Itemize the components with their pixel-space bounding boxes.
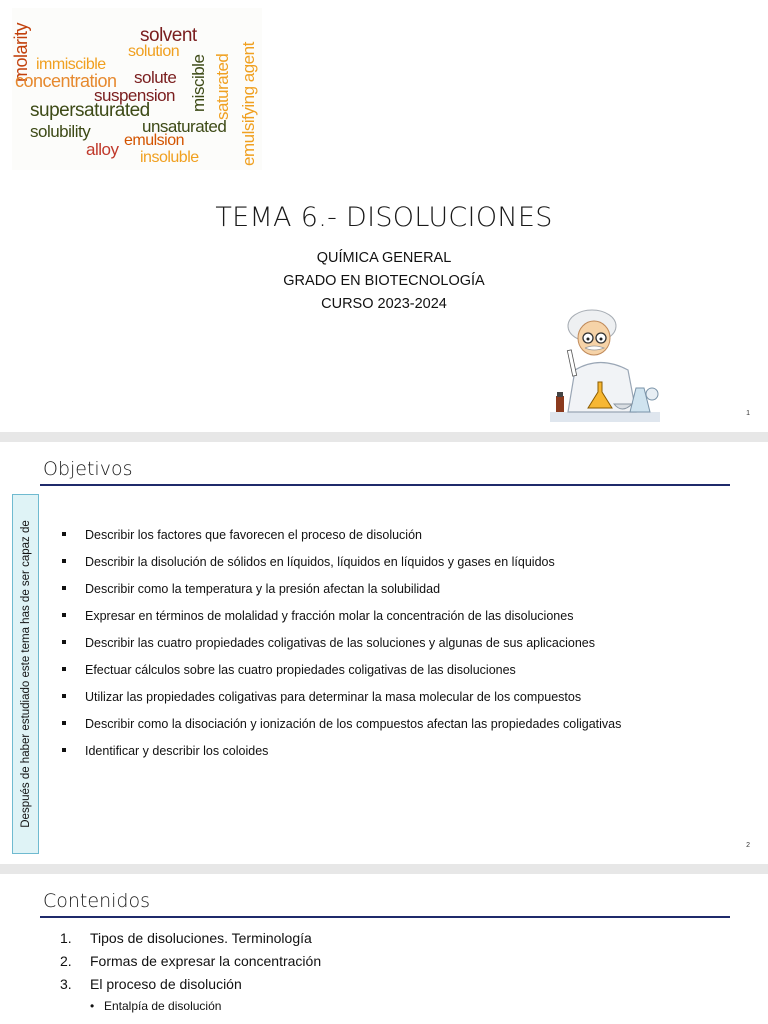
- page-number: 2: [746, 842, 750, 849]
- list-item: Expresar en términos de molalidad y fracción molar la concentración de las disoluciones: [62, 609, 621, 636]
- bullet-square-icon: [62, 532, 66, 536]
- subtitle-degree: GRADO EN BIOTECNOLOGÍA: [283, 273, 485, 289]
- contents-list: [60, 930, 321, 1015]
- word-cloud: [12, 8, 262, 170]
- bullet-square-icon: [62, 559, 66, 563]
- list-item: 1. Tipos de disoluciones. Terminología: [60, 930, 312, 946]
- heading-rule: [40, 484, 730, 486]
- slide-2: [0, 442, 768, 864]
- word-cloud-word: supersaturated: [30, 100, 150, 121]
- list-item: Identificar y describir los coloides: [62, 744, 621, 771]
- list-item: Efectuar cálculos sobre las cuatro propiedades coligativas de las disoluciones: [62, 663, 621, 690]
- word-cloud-word: molarity: [11, 22, 31, 82]
- subtitle-course: QUÍMICA GENERAL: [316, 250, 452, 266]
- word-cloud-word: unsaturated: [142, 117, 227, 136]
- word-cloud-word: concentration: [15, 71, 117, 91]
- heading-rule: [40, 916, 730, 918]
- bullet-square-icon: [62, 748, 66, 752]
- word-cloud-word: saturated: [213, 53, 232, 120]
- list-item: Describir como la temperatura y la presión afectan la solubilidad: [62, 582, 621, 609]
- bullet-square-icon: [62, 667, 66, 671]
- section-heading: Contenidos: [43, 890, 150, 912]
- bullet-square-icon: [62, 586, 66, 590]
- slide-separator: [0, 864, 768, 874]
- slide-1: [0, 0, 768, 432]
- list-item: Describir las cuatro propiedades coligativas de las soluciones y algunas de sus aplicaciones: [62, 636, 621, 663]
- word-cloud-word: immiscible: [36, 56, 106, 73]
- objectives-list: [62, 528, 621, 771]
- word-cloud-word: miscible: [189, 54, 208, 112]
- bullet-square-icon: [62, 613, 66, 617]
- list-item: Describir los factores que favorecen el proceso de disolución: [62, 528, 621, 555]
- slide-separator: [0, 432, 768, 442]
- section-heading: Objetivos: [43, 458, 133, 480]
- word-cloud-word: solvent: [140, 25, 197, 46]
- bullet-square-icon: [62, 721, 66, 725]
- list-item: Describir como la disociación y ionización de los compuestos afectan las propiedades coligativas: [62, 717, 621, 744]
- bullet-square-icon: [62, 694, 66, 698]
- list-item: 3. El proceso de disolución: [60, 976, 242, 992]
- list-item: 2. Formas de expresar la concentración: [60, 953, 322, 969]
- word-cloud-word: suspension: [94, 86, 176, 105]
- word-cloud-word: insoluble: [140, 149, 199, 166]
- word-cloud-word: solution: [128, 43, 180, 60]
- list-item: Describir la disolución de sólidos en líquidos, líquidos en líquidos y gases en líquidos: [62, 555, 621, 582]
- list-subitem: • Entalpía de disolución: [90, 999, 222, 1013]
- subtitle-year: CURSO 2023-2024: [321, 296, 447, 312]
- word-cloud-word: emulsifying agent: [239, 42, 258, 166]
- word-cloud-word: alloy: [86, 140, 119, 159]
- word-cloud-word: solubility: [30, 122, 91, 141]
- scientist-illustration: [540, 300, 666, 428]
- list-item: Utilizar las propiedades coligativas para determinar la masa molecular de los compuestos: [62, 690, 621, 717]
- word-cloud-word: emulsion: [124, 132, 185, 149]
- bullet-square-icon: [62, 640, 66, 644]
- slide-3: [0, 874, 768, 1024]
- vertical-callout: [12, 494, 39, 854]
- callout-text: Después de haber estudiado este tema has de ser capaz de: [19, 520, 32, 828]
- page-number: 1: [746, 410, 750, 417]
- presentation-title: TEMA 6.- DISOLUCIONES: [215, 202, 553, 233]
- word-cloud-word: solute: [134, 68, 177, 87]
